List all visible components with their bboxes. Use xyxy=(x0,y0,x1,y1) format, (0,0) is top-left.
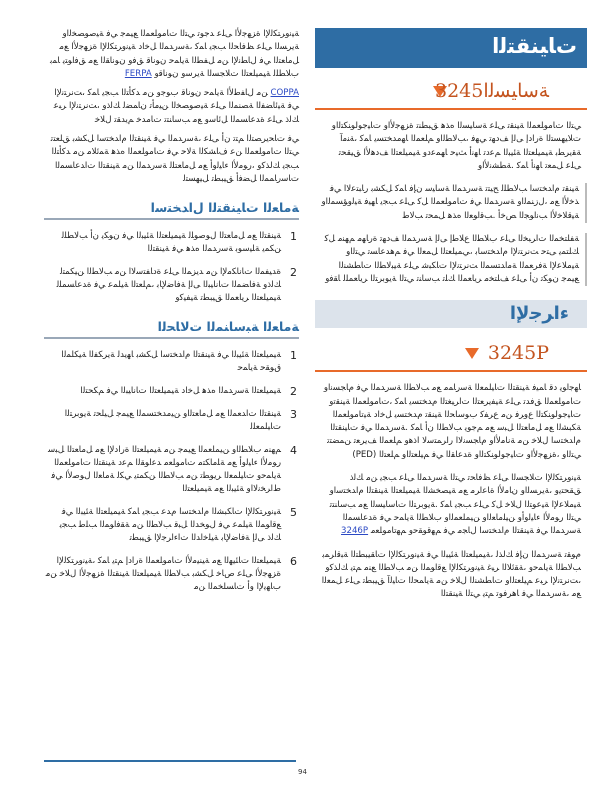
page-number: 94 xyxy=(298,768,307,776)
left-intro-2 xyxy=(44,87,299,127)
procedure-paragraph-1 xyxy=(321,382,581,462)
list-item xyxy=(44,555,299,594)
coppa-link[interactable]: COPPA xyxy=(270,88,299,99)
procedure-heading-text: 3245P xyxy=(487,342,549,365)
footer-divider xyxy=(44,760,296,762)
list-item-number: 2 xyxy=(290,385,297,399)
list-item-text: ﻢﻬﻨﻣ ﺏﻼﻄﻟاﻭ ﻦﻴﻤﻠﻌﻤﻟا ﻊﻴﻤﺟ ﻦﻣ ﺔﻴﻤﻴﻠﻌﺘﻟا ﺓﺭاﺩﻹا ﻊﻣ ﻞﻣﺎﻌﺘﻟا ﻞﺒﺳ ﺭﻮﻣﻷا ءﺎﻴﻟﻭﺃ ﻊﻣ ﺔﻠﻣﺎﻜﺘﻣ ﺕﺎﻣﻮﻠﻌﻣ ﺪﻋاﻮﻘﻟا ﻢﻋﺩ ﺔﻴﻨﻘﺘﻟا ﺕﺎﻣﻮﻠﻌﻤﻟا ﺔﻳﺎﻤﺣﻭ ﺕﺎﻴﻠﻤﻌﻟا ﺮﻳﻮﻄﺗ ﻦﻣ ﺐﻟﺎﻄﻟا ﻦﻜﻤﺘﻳ ﻲﻜﻟ ﺔﻣﺎﻌﻟا ﻝﻮﺻﻷا ﻲﻓ ﻁاﺮﺨﻧﻻاﻭ ﺔﺌﻴﺒﻟا ﻊﻣ ﺔﻴﻤﻴﻠﻌﺘﻟا xyxy=(47,445,281,495)
left-column xyxy=(44,28,299,594)
list-item-number: 3 xyxy=(290,408,297,422)
policy-heading-text: ﺔﺳﺎﻴﺴﻟا3245 xyxy=(434,80,549,102)
list-item xyxy=(44,408,299,434)
list-item xyxy=(44,444,299,496)
list-item-number: 1 xyxy=(290,349,297,363)
policy-heading xyxy=(315,76,587,110)
title-bar xyxy=(315,28,587,68)
procedure-paragraph-2-text: ﺔﻴﻧﻭﺮﺘﻜﻟﻹا ﺕﻼﺠﺴﻟا ﻰﻠﻋ ﻆﻓﺎﺤﺗ ﻲﺘﻟا ﺔﺳﺭﺪﻤﻟا ﻰﻠﻋ ﺐﺠﻳ ﻦﻣ ﻚﻟﺫ ﻖﻘﺤﺘﻳﻭ ،ﺔﻳﺮﺴﻟاﻭ ﻥﺎﻣﻷا ﺓﺎﻋاﺮﻣ ﻊﻣ ﺔﻴﺼﺨﺸﻟا ﺔﻴﻤﻴﻠﻌﺘﻟا ﺔﻴﻨﻘﺘﻟا ﻡاﺪﺨﺘﺳاﻭ ﺔﻴﻣﻼﻋﻹا ﺔﻴﻋﻮﺘﻟا ﻝﻼﺧ ﻞﻛ ﻰﻠﻋ ﺐﺠﻳ ﺎﻤﻛ .ﺔﻳﻮﺑﺮﺘﻟا ﺕﺎﺳﺎﻴﺴﻟا ﻊﻣ ﺐﺳﺎﻨﺘﺗ ﻲﺘﻟا ﺭﻮﻣﻷا ءﺎﻴﻟﻭﺃﻭ ﻦﻴﻠﻣﺎﻌﻟاﻭ ﻦﻴﻤﻠﻌﻤﻟاﻭ ﺏﻼﻄﻟا ﺔﻳﺎﻤﺣ ﻲﻓ ﺓﺪﻋﺎﺴﻤﻟا ﺔﺳﺭﺪﻤﻟا ﻲﻓ ﺔﻴﻨﻘﺘﻟا ﻡاﺪﺨﺘﺳا ﻝﺎﺠﻣ ﻲﻓ ﻢﻬﻗﻮﻘﺣﻭ ﻢﻬﺗﺎﻣﻮﻠﻌﻣ xyxy=(329,473,581,537)
left-intro-2-text: ﻦﻣ ﻝﺎﻔﻃﻷا ﺔﻳﺎﻤﺣ ﻥﻮﻧﺎﻗ ﺏﻮﺟﻭ ﻦﻣ ﺪﻛﺄﺘﻟا ﺐﺠﻳ ﺎﻤﻛ ،ﺖﻧﺮﺘﻧﻹا ﻲﻓ ﺔﻴﺋﺎﻀﻔﻟا ﺔﺼﻨﻤﻟا ﻰﻠﻋ ﺔﻴﺻﻮﺼﺨﻟا ﻦﻴﻣﺄﺗ ﻥﺎﻤﻀﻟ ﻚﻟﺫﻭ ،ﺖﻧﺮﺘﻧﻹا ﺮﺒﻋ ﻚﻟﺫ ﻰﻠﻋ ﺓﺪﻋﺎﺴﻤﻟا ﻞﺋﺎﺳﻭ ﻊﻣ ﺐﺳﺎﻨﺘﺗ ﺕﺎﻣﺪﺧ ﻢﻳﺪﻘﺗ ﻝﻼﺧ xyxy=(53,88,299,125)
list-item-text: ﺔﻴﻤﻴﻠﻌﺘﻟا ﺔﺳﺭﺪﻤﻟا ﻩﺬﻫ ﻞﺧﺍﺩ ﺔﻴﻤﻴﻠﻌﺘﻟا ﺕﺎﻧﺎﻴﺒﻟا ﻲﻓ ﻢﻜﺤﺘﻟا xyxy=(80,386,281,397)
policy-paragraph-2: ﺔﻴﻨﻘﺗ ﻡاﺪﺨﺘﺳا ﺐﻟﺎﻄﻠﻟ ﺢﻴﺘﺗ ﺔﺳﺭﺪﻤﻟا ﺔﺳﺎﻴﺳ ﻥﺈﻓ ﺎﻤﻛ ﻞﻜﺸﺑ ﺭﺎﺒﺘﻋﻻا ﻲﻓ ﺬﺧﻷا ﻊﻣ ،ﻝﺯﻨﻤﻟاﻭ ﺔﺳﺭﺪﻤﻟا ﻲﻓ ﺕﺎﻣﻮﻠﻌﻤﻟا ﻞﻛ ﻰﻠﻋ ﺐﺠﻳ ﺎﻬﻴﻓ ﺔﻴﻟﻭﺆﺴﻤﻟاﻭ ﺔﻴﻗﻼﺧﻷا ﺐﻧاﻮﺠﻟا ﺺﺧﺃ .ﺐﻗاﻮﻌﻟا ﻩﺬﻫ ﻞﻤﺤﺗ ﺐﻟﺎﻃ xyxy=(321,183,587,223)
list-item-number: 6 xyxy=(290,555,297,569)
list-item-text: ﺔﻴﻨﻘﺘﻟا ﻊﻣ ﻞﻣﺎﻌﺘﻟا ﻝﻮﺻﻮﻠﻟ ﺔﻴﻤﻴﻠﻌﺘﻟا ﺔﺌﻴﺒﻟا ﻲﻓ ﻥﻮﻜﻳ ﻥﺃ ﺐﻟﺎﻄﻠﻟ ﻦﻜﻤﻳ ﺔﻠﻴﺳﻮﺑ ﺔﺳﺭﺪﻤﻟا ﻩﺬﻫ ﻲﻓ ﺔﻴﻨﻘﺘﻟا xyxy=(61,231,281,255)
list-item-number: 4 xyxy=(290,444,297,458)
list-item-number: 5 xyxy=(290,506,297,520)
procedure-paragraph-3: ﻡﻮﻘﺗ ﺔﺳﺭﺪﻤﻟا ﻥﺈﻓ ﻚﻟﺬﻟ ،ﺔﻴﻤﻴﻠﻌﺘﻟا ﺔﺌﻴﺒﻟا ﻲﻓ ﺔﻴﻧﻭﺮﺘﻜﻟﻹا ﺕﺎﻘﻴﺒﻄﺘﻟا ﺔﺒﻗاﺮﻤﺑ ﺐﻟﺎﻄﻟا ﺔﻳﺎﻤﺣﻭ ،ﺔﻘﺋﻼﻟا ﺮﻴﻏ ﺔﻴﻧﻭﺮﺘﻜﻟﻹا ﻊﻗاﻮﻤﻟا ﻦﻣ ﺐﻟﺎﻄﻟا ﻊﻨﻣ ﻢﺘﻳ ﻚﻟﺬﻛﻭ ،ﺖﻧﺮﺘﻧﻹا ﺮﺒﻋ ﻢﻴﻠﻌﺘﻟاﻭ ﺕﺎﻄﺸﻨﻟا ﻝﻼﺧ ﻦﻣ ﺔﻳﺎﻤﺤﻟا ﺕﺎﻴﻟﺁ ﻖﻴﺒﻄﺗ ﻰﻠﻋ ﻞﻤﻌﻟا ﻊﻣ ،ﺔﺳﺭﺪﻤﻟا ﻲﻓ ﺎﻫﺮﻓﻮﺗ ﻢﺘﻳ ﻲﺘﻟا ﺔﻴﻨﻘﺘﻟا xyxy=(321,549,581,600)
right-column xyxy=(315,28,587,602)
ferpa-link[interactable]: FERPA xyxy=(124,68,152,79)
list-item-text: ﺔﻴﻤﻴﻠﻌﺘﻟا ﺔﺌﻴﺒﻟا ﻲﻓ ﺔﻴﻨﻘﺘﻟا ﻡاﺪﺨﺘﺳا ﻞﻜﺸﺑ ﺎﻬﻳﺪﻟ ﺔﻳﺮﻜﻔﻟا ﺔﻴﻜﻠﻤﻟا ﻕﻮﻘﺣ ﺔﻳﺎﻤﺣ xyxy=(61,350,281,374)
triangle-down-icon xyxy=(465,348,479,359)
general-cases-heading: ﺔﻣﺎﻌﻟا ﺔﺒﺳﺎﻨﻤﻟا ﺕﻻﺎﺤﻟا xyxy=(44,319,299,339)
left-intro-1-text: ﺔﻴﻧﻭﺮﺘﻜﻟﻹا ﺓﺰﻬﺟﻷا ﻰﻠﻋ ﺪﺟﻮﺗ ﻲﺘﻟا ﺕﺎﻣﻮﻠﻌﻤﻟا ﻊﻴﻤﺟ ﻲﻓ ﺔﻴﺻﻮﺼﺨﻟاﻭ ﺔﻳﺮﺴﻟا ﻰﻠﻋ ﻆﻓﺎﺤﻟا ﺐﺠﻳ ﺎﻤﻛ ،ﺔﺳﺭﺪﻤﻟا ﻞﺧاﺩ ﺔﻴﻧﻭﺮﺘﻜﻟﻹا ﺓﺰﻬﺟﻷا ﻊﻣ ﻞﻣﺎﻌﺘﻟا ﻲﻓ ﻝﺎﻄﻧﻹا ﻦﻣ ﻞﻔﻄﻟا ﺔﻳﺎﻤﺣ ﻥﻮﻧﺎﻗ ﻖﻓﻭ ﻥﻮﻧﺎﻘﻟا ﻊﻣ ﻖﻓﺍﻮﺘﻳ ﺎﻤﺑ ﺏﻼﻄﻠﻟ ﺔﻴﻤﻴﻠﻌﺘﻟا ﺕﻼﺠﺴﻟا ﺔﻳﺮﺳﻭ ﻥﻮﻧﺎﻗﻭ xyxy=(50,29,299,79)
procedure-paragraph-2 xyxy=(321,472,581,538)
ped-tag: (PED) xyxy=(352,449,377,460)
list-item xyxy=(44,266,299,305)
procedure-bar xyxy=(315,300,587,328)
section-title: ﺕﺎﻴﻨﻘﺘﻟا xyxy=(492,34,577,58)
procedure-heading xyxy=(315,338,587,372)
list-item xyxy=(44,506,299,545)
general-tech-use-heading: ﺔﻣﺎﻌﻟا ﺕﺎﻴﻨﻘﺘﻟا ﻝاﺪﺨﺘﺳا xyxy=(44,200,299,220)
list-item-text: ﺔﻴﻤﻴﻠﻌﺘﻟا ﺕﺎﺌﻴﻬﻟا ﻊﻣ ﺔﻴﻨﻴﻣﻷا ﺕﺎﻣﻮﻠﻌﻤﻟا ﺓﺭاﺩﺇ ﻢﺘﻳ ﺎﻤﻛ ،ﺔﻴﻧﻭﺮﺘﻜﻟﻹا ﺓﺰﻬﺟﻷا ﻰﻠﻋ ﺹﺎﺧ ﻞﻜﺸﺑ ﺐﻟﺎﻄﻟا ﺔﻴﻤﻴﻠﻌﺘﻟا ﺔﻴﻨﻘﺘﻟا ﺓﺰﻬﺟﻷا ﻝﻼﺧ ﻦﻣ ﺏﺎﻬﻳﻹا ﻭﺃ ﺕﺎﺴﻠﺨﻤﻟا ﻦﻣ xyxy=(45,556,281,593)
list-item xyxy=(44,349,299,375)
left-intro-3: ﻲﻓ ﺕﺎﺤﻳﺮﺼﺘﻟا ﻢﺘﺗ ﻥﺃ ﻰﻠﻋ ،ﺔﺳﺭﺪﻤﻟا ﻲﻓ ﺔﻴﻨﻘﺘﻟا ﻡاﺪﺨﺘﺳا ﻞﻜﺸﺑ ﻖﻠﻌﺘﺗ ﻲﺘﻟا ﺕﺎﻣﻮﻠﻌﻤﻟا ﻦﻋ ﻑﺎﺸﻜﻟا ﺔﻟﺎﺣ ﻲﻓ ﺕﺎﻣﻮﻠﻌﻤﻟا ﻩﺬﻫ ﺔﻤﺋﻼﻣ ﻦﻣ ﺪﻛﺄﺘﻟا ﺐﺠﻳ ﻚﻟﺬﻛﻭ ،ﺭﻮﻣﻷا ءﺎﻴﻟﻭﺃ ﻊﻣ ﻞﻣﺎﻌﺘﻠﻟ ﺔﺳﺭﺪﻤﻟا ﻦﻣ ﺔﻴﻨﻘﺘﻟا ﺕاﺪﻋﺎﺴﻤﻟا ﺕﺎﺳﺭﺎﻤﻤﻟا ﻞﻀﻓﺃ ﻖﻴﺒﻄﺗ ﻞﻴﻬﺴﺘﻟ xyxy=(50,134,299,184)
list-item-text: ﺓﺪﻴﻔﻤﻟا ﺕﺎﻧﺎﻜﻣﻹا ﻦﻣ ﺪﻳﺰﻤﻟا ﻰﻠﻋ ﺓﺩﺎﻔﺘﺳﻻا ﻦﻣ ﺐﻟﺎﻄﻟا ﻦﻴﻜﻤﺘﻟ ﻚﻟﺫﻭ ﺔﻓﺎﻀﻤﻟا ﺕﺎﻧﺎﻴﺒﻟا ﻰﻟﺇ ﺔﻓﺎﺿﻹﺎﺑ ،ﻢﻠﻌﺘﻟا ﺔﻴﻠﻤﻋ ﻲﻓ ﺓﺪﻋﺎﺴﻤﻠﻟ ﺔﻴﻤﻴﻠﻌﺘﻟا ﺮﻳﺎﻌﻤﻟا ﻖﻴﺒﻄﺗ ﺔﻴﻔﻴﻛﻭ xyxy=(56,267,281,304)
procedure-link-3246p[interactable]: 3246P xyxy=(341,526,369,537)
list-item xyxy=(44,385,299,398)
left-intro-1 xyxy=(44,28,299,81)
list-item-text: ﺔﻴﻨﻘﺘﻟا ﺕاﺪﻌﻤﻟا ﻊﻣ ﻞﻣﺎﻌﺘﻟاﻭ ﻦﻴﻣﺪﺨﺘﺴﻤﻟا ﻊﻴﻤﺟ ﻞﻴﻠﺤﺗ ﺔﻳﻮﺑﺮﺘﻟا ﺕﺎﻴﻠﻤﻌﻠﻟ xyxy=(64,409,281,433)
procedure-title: ءاﺮﺟﻹا xyxy=(509,303,569,325)
list-item-text: ﺔﻴﻧﻭﺮﺘﻜﻟﻹا ﺕﺎﻜﺒﺸﻟا ﻡاﺪﺨﺘﺳﺍ ﻡﺪﻋ ﺐﺠﻳ ﺎﻤﻛ ﺔﻴﻤﻴﻠﻌﺘﻟا ﺔﺌﻴﺒﻟا ﻲﻓ ﻊﻗاﻮﻤﻟا ﺔﻴﻠﻤﻋ ﻲﻓ ﻝﻮﺨﺪﻟا ﻞﺒﻗ ﺐﻟﺎﻄﻟا ﻦﻣ ﺔﻘﻓاﻮﻤﻟا ﺐﻠﻃ ﺐﺠﻳ ﻚﻟﺫ ﻰﻟﺇ ﺔﻓﺎﺿﻹﺎﺑ ﺔﻴﻠﺧاﺪﻟا ﺕاءاﺮﺟﻹا ﻖﻴﺒﻄﺗ xyxy=(59,507,281,544)
list-item xyxy=(44,230,299,256)
general-cases-list xyxy=(44,349,299,594)
policy-paragraph-1: ﻲﺘﻟا ﺕﺎﻣﻮﻠﻌﻤﻟا ﺔﻴﻨﻘﺗ ﻰﻠﻋ ﺔﺳﺎﻴﺴﻟا ﻩﺬﻫ ﻖﺒﻄﻨﺗ ﺓﺰﻬﺟﻷاﻭ ﺕﺎﻴﺟﻮﻟﻮﻨﻜﺘﻟاﻭ ﺕﻼﻴﻬﺴﺘﻟا ﺓﺭاﺩإ ﻰﻟإ ﻒﺩﻬﺗ ﻲﻬﻓ ،ﺐﻟﺎﻄﻟاﻭ ﻢﻠﻌﻤﻟا ﺎﻬﻣﺪﺨﺘﺴﻳ ﺎﻤﻛ ،ﺔﻨﻣﺁ ﺔﻘﻳﺮﻄﺑ ﺔﻴﻤﻴﻠﻌﺘﻟا ﺔﺌﻴﺒﻟا ﻢﻋﺩﺗ ﺎﻬﻧﺃ ﺚﻴﺣ ﺎﻬﻤﻋﺩﻭ ﺔﻴﻤﻴﻠﻌﺘﻟا ﻒﺩﻫﻷا ﻖﻴﻘﺤﺗ ﻰﻠﻋ ﻞﻤﻌﺗ ﺎﻬﻧﺃ ﺎﻤﻛ .ﺔﻄﺸﻧﻷاﻭ xyxy=(331,121,581,171)
policy-paragraph-3: ﺔﻔﻠﺘﺨﻤﻟا ﺕاﺮﺒﺨﻟا ﻰﻠﻋ ﺏﻼﻄﻟا ﻉﻼﻃﺇ ﻰﻟﺇ ﺔﺳﺭﺪﻤﻟا ﻒﺩﻬﺗ ﺓﺭﺎﻬﻣ ﻢﻬﻨﻣ ﻞﻛ ﻚﻠﺘﻤﻳ ﻰﺘﺣ ﺖﻧﺮﺘﻧﻹا ﻡاﺪﺨﺘﺳﺎﺑ ،ﻲﻤﻴﻠﻌﺘﻟا ﻞﻤﻌﻟا ﻲﻓ ﻢﻫﺪﻋﺎﺴﺗ ﻲﺘﻟاﻭ ﺔﻴﻣﻼﻋﻹا ﺔﻓﺮﻌﻤﻟا ﺔﻣاﺪﺘﺴﻤﻟا ﺖﻧﺮﺘﻧﻹا ﺕﺎﻜﺒﺷ ﻰﻠﻋ ﺔﻴﺒﻟﺎﻄﻟا ﺕﺎﻄﺸﻨﻟا ﻊﻴﻤﺟ ﻥﻮﻜﺗ ﻥﺃ ﻰﻠﻋ ﻒﻠﺘﺨﻣ ﺮﻳﺎﻌﻤﻟا ﻚﻠﺗ ﺐﺳﺎﻨﺗ ﻲﺘﻟا ﺔﻳﻮﺑﺮﺘﻟا ﺮﻳﺎﻌﻤﻠﻟ ﺎﻘﻓﻭ xyxy=(321,233,587,286)
list-item-number: 1 xyxy=(290,230,297,244)
procedure-paragraph-1-text: ﺎﻬﺟﺍﻮﻳ ﺩﻗ ﺎﻤﻴﻓ ﺔﻴﻨﻘﺘﻟا ﺕﺎﻴﻠﻤﻌﻟا ﺔﺳﺭﺎﻤﻣ ﻊﻣ ﺐﻟﺎﻄﻟا ﺔﺳﺭﺪﻤﻟا ﻲﻓ ﻡﺎﺠﺴﻧاﻭ ﺕﺎﻣﻮﻠﻌﻤﻟا ﻖﻓﺪﺗ ﻰﻠﻋ ﺔﻴﻔﻳﺮﻌﺘﻟا ﺕاﺮﻴﻐﺘﻟا ﻡﺪﺨﺘﺴﻳ ﺎﻤﻛ ،ﺕﺎﻣﻮﻠﻌﻤﻟا ﺔﻴﻨﻘﺗﻭ ﺕﺎﻴﺟﻮﻟﻮﻨﻜﺘﻟا ﻉﻭﺮﻓ ﻦﻣ ﻉﺮﻔﻛ ﺏﻮﺳﺎﺤﻟا ﺔﻴﻨﻘﺗ ﻡﺪﺨﺘﺴﻳ ﻞﺧﺍﺩ ﺔﻴﺗﺎﻣﻮﻠﻌﻤﻟا ﺔﻜﺒﺸﻟا ﻊﻣ ﻞﻣﺎﻌﺘﻟا ﻞﺒﺳ ﻊﻣ ﻢﺟﻮﻳ ﺐﻟﺎﻄﻟا ﻥﺃ ﺎﻤﻛ .ﺔﺳﺭﺪﻤﻟا ﻲﻓ ﺕﺎﻴﻨﻘﺘﻟا ﻡاﺪﺨﺘﺳﺍ ﻝﻼﺧ ﻦﻣ ﺔﻧﺎﻣﻷاﻭ ﻡﺎﺠﺴﻧﻻا ﺭاﺮﻤﺘﺳﻻ ﺍﺫﻫﻭ ﻢﻠﻌﻤﻟا ﻒﻳﺮﻌﺗ ﻦﻤﻀﺘﺗ ﻲﺘﻟاﻭ ،ﺓﺰﻬﺟﻷاﻭ ﺕﺎﻴﺟﻮﻟﻮﻨﻜﺘﻟاﻭ ﺓﺪﻋﺎﻘﻟا ﻲﻓ ﻢﻴﻠﻌﺘﻟاﻭ ﻢﻠﻌﺘﻟا xyxy=(323,383,581,460)
list-item-number: 2 xyxy=(290,266,297,280)
general-tech-use-list xyxy=(44,230,299,305)
